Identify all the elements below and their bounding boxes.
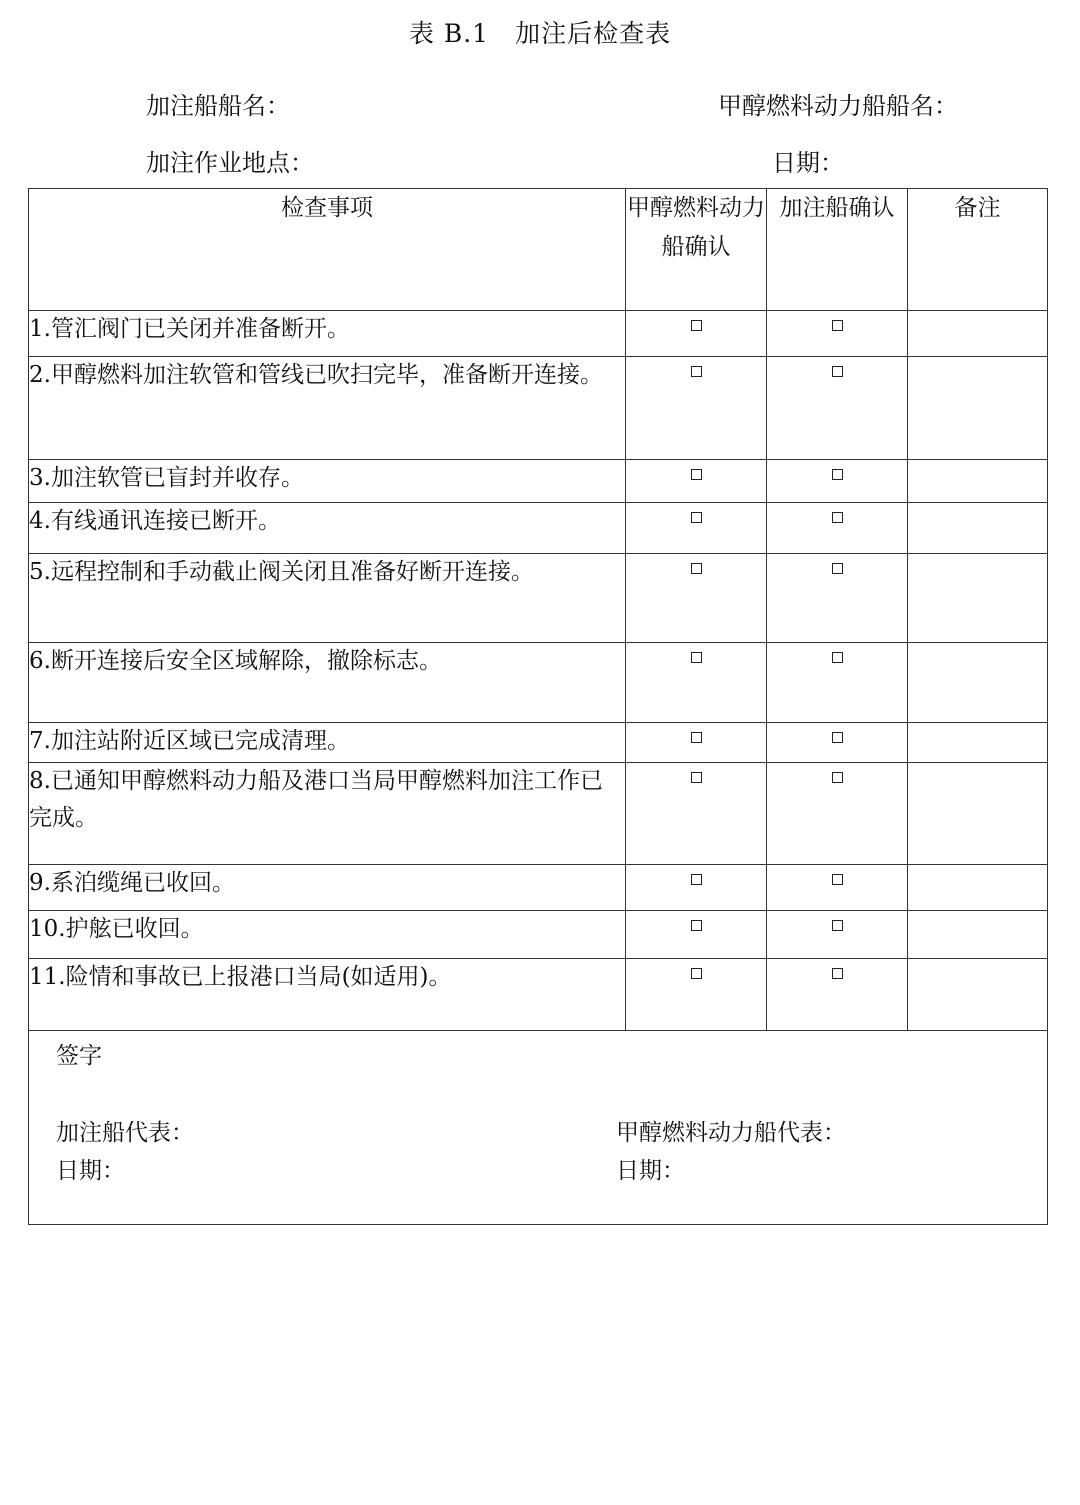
table-number: 表 B.1 bbox=[408, 19, 490, 48]
methanol-confirm-cell bbox=[626, 643, 767, 723]
bunker-confirm-checkbox[interactable] bbox=[832, 772, 843, 783]
bunker-confirm-cell bbox=[767, 959, 908, 1031]
check-item-text: 6.断开连接后安全区域解除，撤除标志。 bbox=[29, 643, 626, 723]
table-row bbox=[29, 460, 1048, 503]
methanol-confirm-checkbox[interactable] bbox=[691, 920, 702, 931]
methanol-confirm-checkbox[interactable] bbox=[691, 732, 702, 743]
remarks-cell[interactable] bbox=[908, 554, 1048, 643]
methanol-confirm-checkbox[interactable] bbox=[691, 874, 702, 885]
check-item-text: 9.系泊缆绳已收回。 bbox=[29, 865, 626, 911]
table-row bbox=[29, 554, 1048, 643]
methanol-confirm-cell bbox=[626, 503, 767, 554]
table-row bbox=[29, 959, 1048, 1031]
bunker-confirm-checkbox[interactable] bbox=[832, 874, 843, 885]
remarks-cell[interactable] bbox=[908, 911, 1048, 959]
check-item-text: 7.加注站附近区域已完成清理。 bbox=[29, 723, 626, 763]
col-header-item: 检查事项 bbox=[29, 189, 626, 311]
methanol-confirm-checkbox[interactable] bbox=[691, 320, 702, 331]
methanol-confirm-cell bbox=[626, 723, 767, 763]
check-item-text: 4.有线通讯连接已断开。 bbox=[29, 503, 626, 554]
methanol-confirm-cell bbox=[626, 763, 767, 865]
methanol-confirm-cell bbox=[626, 865, 767, 911]
bunker-confirm-checkbox[interactable] bbox=[832, 652, 843, 663]
table-title: 加注后检查表 bbox=[515, 19, 672, 48]
check-item-text: 1.管汇阀门已关闭并准备断开。 bbox=[29, 311, 626, 357]
check-item-text: 10.护舷已收回。 bbox=[29, 911, 626, 959]
signature-section bbox=[29, 1031, 1048, 1225]
bunker-confirm-cell bbox=[767, 643, 908, 723]
bunker-confirm-checkbox[interactable] bbox=[832, 920, 843, 931]
methanol-rep-field[interactable]: 甲醇燃料动力船代表： bbox=[616, 1120, 846, 1146]
bunker-confirm-cell bbox=[767, 503, 908, 554]
methanol-rep-date-field[interactable]: 日期： bbox=[616, 1158, 685, 1184]
methanol-confirm-cell bbox=[626, 357, 767, 460]
remarks-cell[interactable] bbox=[908, 311, 1048, 357]
col-header-bunker-confirm: 加注船确认 bbox=[767, 189, 908, 311]
methanol-confirm-checkbox[interactable] bbox=[691, 563, 702, 574]
methanol-confirm-checkbox[interactable] bbox=[691, 968, 702, 979]
bunker-confirm-checkbox[interactable] bbox=[832, 512, 843, 523]
bunker-ship-name-field[interactable]: 加注船船名： bbox=[146, 92, 290, 120]
remarks-cell[interactable] bbox=[908, 460, 1048, 503]
remarks-cell[interactable] bbox=[908, 357, 1048, 460]
methanol-confirm-checkbox[interactable] bbox=[691, 512, 702, 523]
methanol-confirm-cell bbox=[626, 554, 767, 643]
methanol-ship-name-field[interactable]: 甲醇燃料动力船船名： bbox=[718, 92, 958, 120]
check-item-text: 11.险情和事故已上报港口当局(如适用)。 bbox=[29, 959, 626, 1031]
table-row bbox=[29, 643, 1048, 723]
bunker-confirm-checkbox[interactable] bbox=[832, 563, 843, 574]
remarks-cell[interactable] bbox=[908, 959, 1048, 1031]
methanol-confirm-cell bbox=[626, 959, 767, 1031]
remarks-cell[interactable] bbox=[908, 503, 1048, 554]
check-item-text: 3.加注软管已盲封并收存。 bbox=[29, 460, 626, 503]
bunker-confirm-cell bbox=[767, 311, 908, 357]
bunker-confirm-cell bbox=[767, 554, 908, 643]
table-row bbox=[29, 503, 1048, 554]
methanol-confirm-checkbox[interactable] bbox=[691, 772, 702, 783]
checklist-table bbox=[28, 188, 1048, 1225]
bunker-confirm-checkbox[interactable] bbox=[832, 732, 843, 743]
bunkering-location-field[interactable]: 加注作业地点： bbox=[146, 149, 314, 177]
bunker-confirm-checkbox[interactable] bbox=[832, 469, 843, 480]
bunker-confirm-cell bbox=[767, 357, 908, 460]
page-title bbox=[0, 14, 1080, 50]
bunker-confirm-cell bbox=[767, 723, 908, 763]
bunker-confirm-checkbox[interactable] bbox=[832, 968, 843, 979]
col-header-remarks: 备注 bbox=[908, 189, 1048, 311]
bunker-confirm-cell bbox=[767, 911, 908, 959]
bunker-rep-field[interactable]: 加注船代表： bbox=[56, 1120, 194, 1146]
bunker-confirm-checkbox[interactable] bbox=[832, 366, 843, 377]
date-field[interactable]: 日期： bbox=[772, 149, 844, 177]
methanol-confirm-checkbox[interactable] bbox=[691, 366, 702, 377]
remarks-cell[interactable] bbox=[908, 643, 1048, 723]
methanol-confirm-cell bbox=[626, 460, 767, 503]
methanol-confirm-checkbox[interactable] bbox=[691, 652, 702, 663]
methanol-confirm-cell bbox=[626, 311, 767, 357]
table-row bbox=[29, 763, 1048, 865]
bunker-confirm-checkbox[interactable] bbox=[832, 320, 843, 331]
col-header-methanol-confirm: 甲醇燃料动力船确认 bbox=[626, 189, 767, 311]
table-row bbox=[29, 311, 1048, 357]
signature-label: 签字 bbox=[56, 1043, 102, 1069]
bunker-rep-date-field[interactable]: 日期： bbox=[56, 1158, 125, 1184]
check-item-text: 8.已通知甲醇燃料动力船及港口当局甲醇燃料加注工作已完成。 bbox=[29, 763, 626, 865]
table-row bbox=[29, 865, 1048, 911]
table-row bbox=[29, 357, 1048, 460]
bunker-confirm-cell bbox=[767, 460, 908, 503]
remarks-cell[interactable] bbox=[908, 865, 1048, 911]
check-item-text: 2.甲醇燃料加注软管和管线已吹扫完毕，准备断开连接。 bbox=[29, 357, 626, 460]
bunker-confirm-cell bbox=[767, 763, 908, 865]
table-row bbox=[29, 911, 1048, 959]
table-row bbox=[29, 723, 1048, 763]
bunker-confirm-cell bbox=[767, 865, 908, 911]
methanol-confirm-cell bbox=[626, 911, 767, 959]
remarks-cell[interactable] bbox=[908, 723, 1048, 763]
check-item-text: 5.远程控制和手动截止阀关闭且准备好断开连接。 bbox=[29, 554, 626, 643]
methanol-confirm-checkbox[interactable] bbox=[691, 469, 702, 480]
remarks-cell[interactable] bbox=[908, 763, 1048, 865]
